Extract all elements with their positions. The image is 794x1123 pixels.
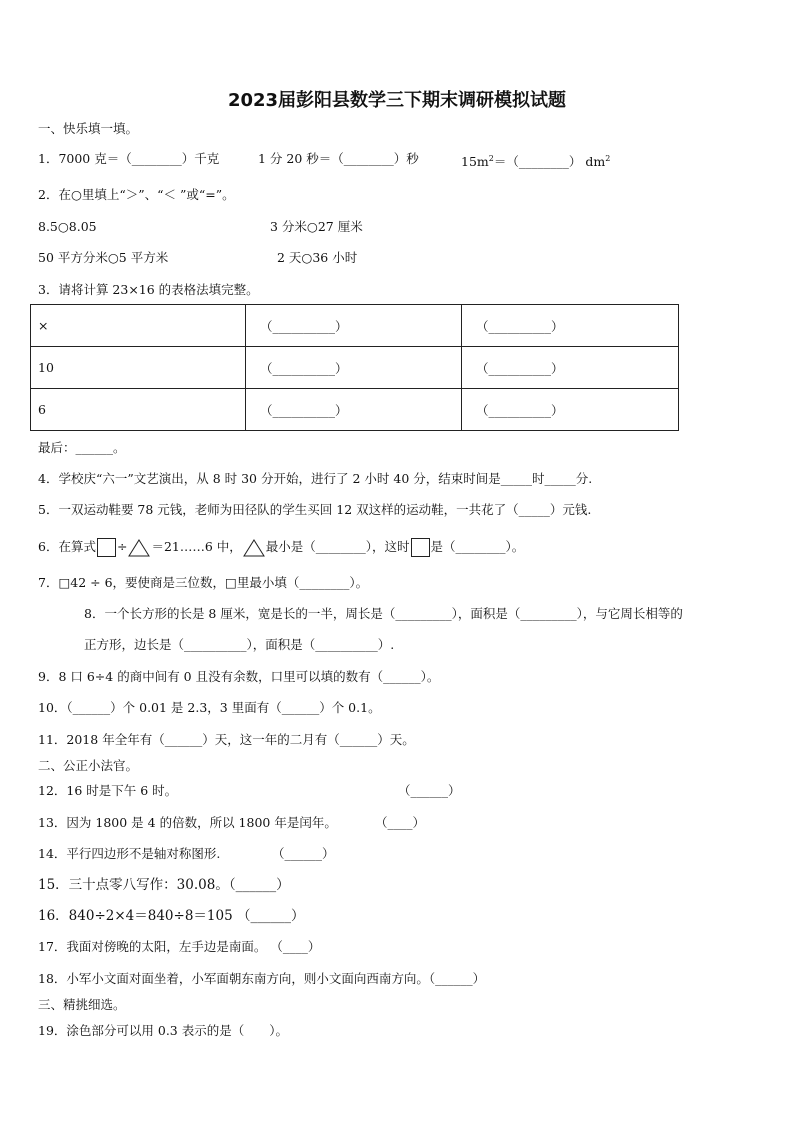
question-13-blank[interactable]: （____） — [375, 815, 426, 830]
question-11: 11．2018 年全年有（______）天，这一年的二月有（______）天。 — [38, 732, 415, 747]
question-1c-exp: 2 — [488, 154, 494, 163]
question-3-stem: 3．请将计算 23×16 的表格法填完整。 — [38, 282, 259, 297]
question-1b: 1 分 20 秒＝（________）秒 — [258, 151, 419, 166]
square-shape-icon — [97, 538, 116, 557]
triangle-shape-icon — [128, 539, 150, 557]
question-16: 16．840÷2×4＝840÷8＝105 （______） — [38, 908, 305, 924]
table-row — [31, 389, 679, 431]
question-9: 9．8 口 6÷4 的商中间有 0 且没有余数，口里可以填的数有（______）。 — [38, 669, 440, 684]
exam-title: 2023届彭阳县数学三下期末调研模拟试题 — [227, 90, 567, 111]
question-1a: 1．7000 克＝（________）千克 — [38, 151, 220, 166]
question-1c-exp2: 2 — [605, 154, 611, 163]
table-cell-blank[interactable]: （__________） — [246, 347, 462, 389]
table-cell-blank[interactable]: （__________） — [246, 305, 462, 347]
question-5: 5．一双运动鞋要 78 元钱，老师为田径队的学生买回 12 双这样的运动鞋，一共花了（_____）元钱. — [38, 502, 592, 517]
table-cell-blank[interactable]: （__________） — [462, 305, 679, 347]
table-cell-blank[interactable]: （__________） — [246, 389, 462, 431]
table-cell: 6 — [31, 389, 246, 431]
question-13: 13．因为 1800 是 4 的倍数，所以 1800 年是闰年。 — [38, 815, 337, 830]
question-18: 18．小军小文面对面坐着，小军面朝东南方向，则小文面向西南方向。（______） — [38, 971, 486, 986]
question-6-part4: 最小是（________），这时 — [265, 539, 410, 554]
question-12-blank[interactable]: （______） — [398, 783, 461, 798]
question-14-blank[interactable]: （______） — [272, 846, 335, 861]
question-2b: 3 分米○27 厘米 — [270, 219, 363, 234]
question-12: 12．16 时是下午 6 时。 — [38, 783, 178, 798]
question-8-line2: 正方形，边长是（__________），面积是（__________）. — [84, 637, 395, 652]
question-1c — [461, 151, 610, 170]
table-cell-blank[interactable]: （__________） — [462, 389, 679, 431]
question-10: 10．（______）个 0.01 是 2.3，3 里面有（______）个 0.1。 — [38, 700, 381, 715]
square-shape-icon — [411, 538, 430, 557]
question-6-divide: ÷ — [116, 539, 128, 554]
question-2c: 50 平方分米○5 平方米 — [38, 250, 169, 265]
question-8-line1: 8．一个长方形的长是 8 厘米，宽是长的一半，周长是（_________），面积是（_________），与它周长相等的 — [84, 606, 683, 621]
question-1c-mid: ＝（________） dm — [493, 154, 606, 170]
question-2a: 8.5○8.05 — [38, 219, 97, 234]
question-6-part1: 6．在算式 — [38, 539, 96, 554]
question-17: 17．我面对傍晚的太阳，左手边是南面。 （____） — [38, 939, 321, 954]
multiplication-table — [30, 304, 679, 431]
table-cell-blank[interactable]: （__________） — [462, 347, 679, 389]
question-19: 19．涂色部分可以用 0.3 表示的是（ ）。 — [38, 1023, 288, 1038]
question-15: 15．三十点零八写作：30.08。（______） — [38, 877, 290, 893]
table-cell: 10 — [31, 347, 246, 389]
section-1-heading: 一、快乐填一填。 — [38, 121, 139, 136]
question-2-stem: 2．在○里填上“＞”、“＜ ”或“=”。 — [38, 187, 235, 202]
question-14: 14．平行四边形不是轴对称图形. — [38, 846, 221, 861]
section-2-heading: 二、公正小法官。 — [38, 758, 139, 773]
question-3-final: 最后：______。 — [38, 440, 126, 455]
question-7: 7．□42 ÷ 6，要使商是三位数，□里最小填（________）。 — [38, 575, 369, 590]
table-cell: × — [31, 305, 246, 347]
question-2d: 2 天○36 小时 — [277, 250, 358, 265]
question-4: 4．学校庆“六一”文艺演出，从 8 时 30 分开始，进行了 2 小时 40 分，结束时间是_____时_____分. — [38, 471, 593, 486]
table-row — [31, 347, 679, 389]
question-1c-base: 15m — [461, 154, 489, 170]
section-3-heading: 三、精挑细选。 — [38, 997, 126, 1012]
question-6-part5: 是（________）。 — [430, 539, 525, 554]
table-row — [31, 305, 679, 347]
question-6-part3: ＝21……6 中， — [151, 539, 242, 554]
question-6 — [38, 538, 524, 557]
triangle-shape-icon — [243, 539, 265, 557]
